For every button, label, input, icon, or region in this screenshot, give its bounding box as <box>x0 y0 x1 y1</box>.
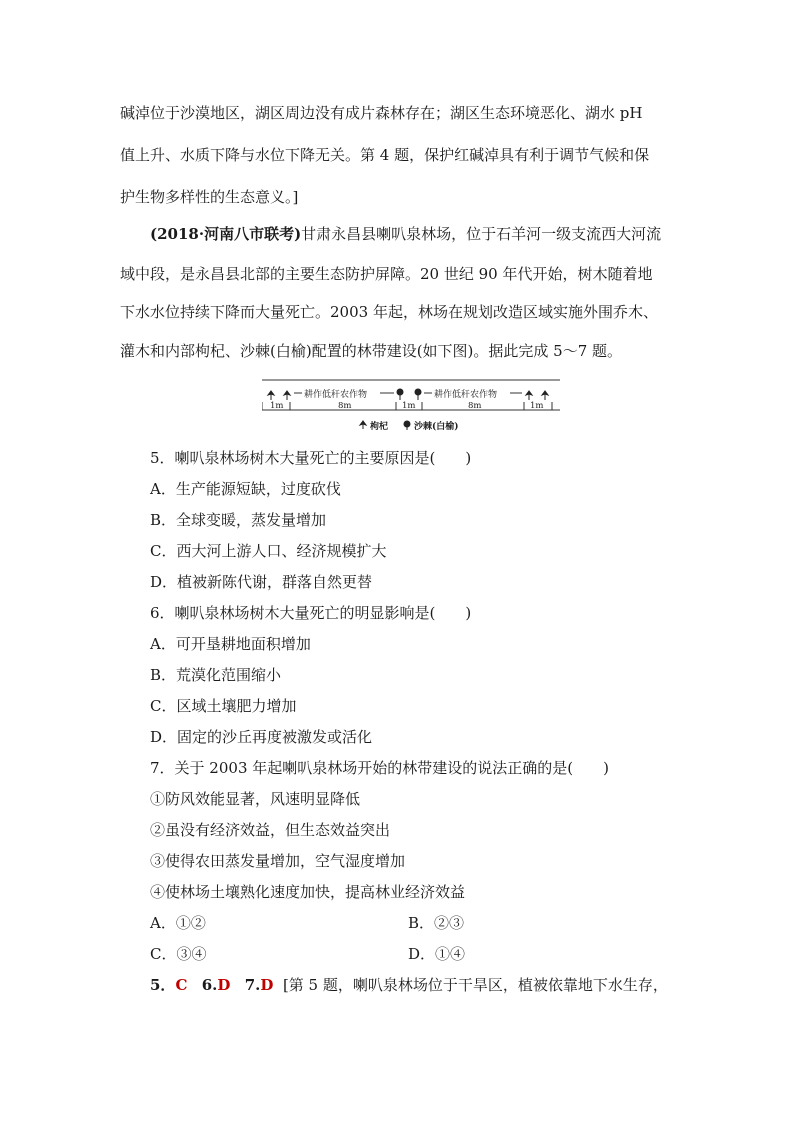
gouqi-icon <box>284 391 290 400</box>
width-label-8m-a: 8m <box>338 401 352 411</box>
crop-label-right: 耕作低秆农作物 <box>434 390 498 400</box>
q7-option-d: D．①④ <box>408 945 466 963</box>
q6-stem: 6．喇叭泉林场树木大量死亡的明显影响是( ) <box>150 604 472 622</box>
q5-option-c: C．西大河上游人口、经济规模扩大 <box>150 542 387 560</box>
answer-explanation: [第 5 题，喇叭泉林场位于干旱区，植被依靠地下水生存， <box>282 976 668 994</box>
q7-option-b: B．②③ <box>408 914 465 932</box>
q7-statement-2: ②虽没有经济效益，但生态效益突出 <box>150 821 391 839</box>
q5-option-b: B．全球变暖，蒸发量增加 <box>150 511 327 529</box>
intro-line-3: 护生物多样性的生态意义。] <box>120 188 299 206</box>
answer-number-6: 6. <box>201 976 218 994</box>
width-label-8m-b: 8m <box>468 401 482 411</box>
q6-option-b: B．荒漠化范围缩小 <box>150 666 282 684</box>
passage-line-4: 灌木和内部枸杞、沙棘(白榆)配置的林带建设(如下图)。据此完成 5～7 题。 <box>120 342 623 360</box>
legend <box>360 420 459 432</box>
forest-belt-diagram <box>262 376 562 438</box>
answer-number-7: 7. <box>244 976 261 994</box>
q7-statement-3: ③使得农田蒸发量增加，空气湿度增加 <box>150 852 406 870</box>
q5-option-d: D．植被新陈代谢，群落自然更替 <box>150 573 373 591</box>
q7-stem: 7．关于 2003 年起喇叭泉林场开始的林带建设的说法正确的是( ) <box>150 759 609 777</box>
q7-option-a: A．①② <box>150 914 206 932</box>
q6-option-c: C．区域土壤肥力增加 <box>150 697 297 715</box>
gouqi-icon <box>526 391 548 400</box>
passage-line-1 <box>150 224 661 244</box>
intro-line-1: 碱淖位于沙漠地区，湖区周边没有成片森林存在；湖区生态环境恶化、湖水 pH <box>120 104 643 122</box>
answer-6: D <box>217 976 231 994</box>
q5-stem: 5．喇叭泉林场树木大量死亡的主要原因是( ) <box>150 449 472 467</box>
q7-statement-4: ④使林场土壤熟化速度加快，提高林业经济效益 <box>150 883 466 901</box>
passage-line-3: 下水水位持续下降而大量死亡。2003 年起，林场在规划改造区域实施外围乔木、 <box>120 303 658 321</box>
legend-gouqi-icon <box>360 421 366 429</box>
width-label-1m-b: 1m <box>402 401 416 411</box>
width-label-1m-c: 1m <box>530 401 544 411</box>
crop-label-left: 耕作低秆农作物 <box>304 390 368 400</box>
answer-number-5: 5． <box>150 976 176 994</box>
width-label-1m-a: 1m <box>270 401 284 411</box>
q5-option-a: A．生产能源短缺，过度砍伐 <box>150 480 341 498</box>
shaji-icon <box>397 389 422 401</box>
q6-option-d: D．固定的沙丘再度被激发或活化 <box>150 728 373 746</box>
passage-text-1: 甘肃永昌县喇叭泉林场，位于石羊河一级支流西大河流 <box>301 225 662 243</box>
gouqi-icon <box>268 391 274 400</box>
q6-option-a: A．可开垦耕地面积增加 <box>150 635 311 653</box>
answer-line <box>150 975 668 995</box>
answer-5: C <box>175 976 188 994</box>
answer-7: D <box>260 976 274 994</box>
q7-statement-1: ①防风效能显著，风速明显降低 <box>150 790 361 808</box>
q7-option-c: C．③④ <box>150 945 207 963</box>
passage-line-2: 域中段，是永昌县北部的主要生态防护屏障。20 世纪 90 年代开始，树木随着地 <box>120 265 653 283</box>
intro-line-2: 值上升、水质下降与水位下降无关。第 4 题，保护红碱淖具有利于调节气候和保 <box>120 146 650 164</box>
legend-gouqi-label: 枸杞 <box>370 422 389 432</box>
source-tag: (2018·河南八市联考) <box>150 225 302 243</box>
legend-shaji-label: 沙棘(白榆) <box>414 422 459 432</box>
